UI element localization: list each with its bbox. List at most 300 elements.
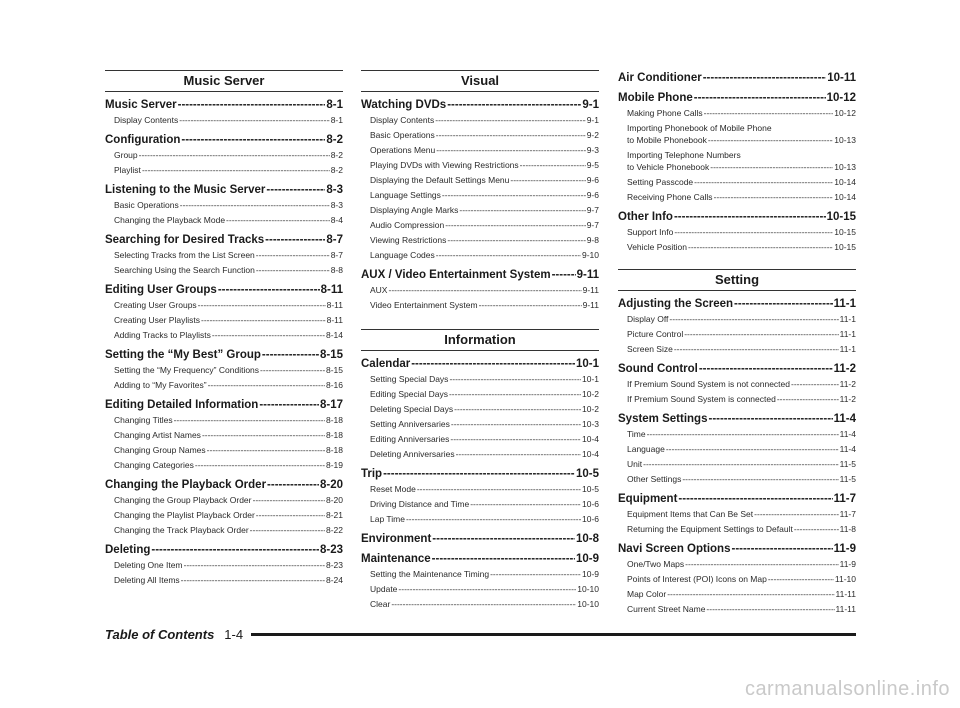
toc-subentry-page: 8-18 (325, 445, 343, 455)
toc-entry-page: 11-9 (833, 543, 856, 555)
toc-subentry-page: 10-15 (834, 242, 856, 252)
toc-subentry[interactable] (361, 567, 599, 582)
toc-entry-page: 8-1 (326, 99, 343, 111)
toc-subentry[interactable] (618, 442, 856, 457)
toc-group (361, 97, 599, 313)
toc-subentry-title: Group (114, 150, 138, 160)
toc-subentry[interactable] (361, 113, 599, 128)
dot-leader (667, 587, 834, 602)
toc-entry[interactable] (618, 90, 856, 106)
toc-subentry-title: Other Settings (627, 474, 682, 484)
toc-subentry[interactable] (618, 327, 856, 342)
dot-leader (411, 356, 575, 372)
toc-entry[interactable] (105, 182, 343, 198)
section-heading-information: Information (361, 329, 599, 351)
toc-subentry-title: One/Two Maps (627, 559, 685, 569)
dot-leader (685, 557, 838, 572)
toc-subentry-page: 8-19 (325, 460, 343, 470)
toc-entry-title: Editing User Groups (105, 284, 217, 296)
toc-subentry[interactable] (618, 240, 856, 255)
toc-entry[interactable] (618, 70, 856, 86)
dot-leader (703, 70, 827, 86)
toc-subentry-page: 9-2 (586, 130, 599, 140)
dot-leader (794, 522, 839, 537)
toc-subentry-page: 10-6 (581, 499, 599, 509)
dot-leader (734, 296, 833, 312)
toc-entry-page: 9-1 (582, 99, 599, 111)
toc-entry-title: Adjusting the Screen (618, 298, 734, 310)
toc-subentry-page: 11-11 (835, 604, 856, 614)
dot-leader (435, 113, 585, 128)
toc-entry-title: Trip (361, 468, 383, 480)
toc-subentry-title: Selecting Tracks from the List Screen (114, 250, 255, 260)
toc-entry[interactable] (361, 551, 599, 567)
dot-leader (699, 361, 833, 377)
toc-subentry[interactable] (361, 482, 599, 497)
toc-entry-page: 10-12 (826, 92, 856, 104)
toc-subentry-page: 11-7 (839, 509, 856, 519)
dot-leader (383, 466, 575, 482)
dot-leader (694, 175, 833, 190)
toc-entry-page: 10-5 (575, 468, 599, 480)
toc-entry-page: 8-7 (326, 234, 343, 246)
toc-subentry[interactable] (361, 597, 599, 612)
toc-subentry-page: 11-1 (839, 344, 856, 354)
dot-leader (179, 113, 329, 128)
toc-subentry-page: 11-8 (839, 524, 856, 534)
toc-subentry[interactable] (361, 298, 599, 313)
dot-leader (708, 411, 832, 427)
toc-entry-title: System Settings (618, 413, 708, 425)
dot-leader (643, 457, 838, 472)
toc-subentry-title: Creating User Playlists (114, 315, 200, 325)
toc-subentry-title: Receiving Phone Calls (627, 192, 713, 202)
toc-column-right (618, 70, 856, 617)
dot-leader (391, 597, 576, 612)
toc-subentry[interactable] (618, 522, 856, 537)
toc-entry[interactable] (105, 397, 343, 413)
toc-subentry[interactable] (361, 248, 599, 263)
toc-subentry-title: Current Street Name (627, 604, 706, 614)
toc-entry-page: 11-4 (833, 413, 856, 425)
dot-leader (208, 378, 325, 393)
toc-subentry[interactable] (361, 402, 599, 417)
toc-subentry-title: Viewing Restrictions (370, 235, 447, 245)
toc-entry-title: Other Info (618, 211, 673, 223)
toc-subentry-title-continued: to Vehicle Phonebook (627, 162, 710, 172)
dot-leader (456, 447, 581, 462)
toc-subentry-title: Importing Telephone Numbers (627, 150, 741, 160)
toc-subentry-page: 8-20 (325, 495, 343, 505)
toc-subentry-title: Returning the Equipment Settings to Default (627, 524, 793, 534)
toc-entry[interactable] (105, 97, 343, 113)
dot-leader (218, 282, 320, 298)
toc-entry[interactable] (618, 296, 856, 312)
toc-subentry[interactable] (618, 557, 856, 572)
toc-subentry-title: Playlist (114, 165, 141, 175)
toc-subentry-page: 10-14 (834, 192, 856, 202)
toc-subentry[interactable] (105, 378, 343, 393)
toc-subentry-title: Equipment Items that Can Be Set (627, 509, 754, 519)
dot-leader (451, 417, 581, 432)
toc-entry-title: Setting the “My Best” Group (105, 349, 261, 361)
toc-subentry-title: Playing DVDs with Viewing Restrictions (370, 160, 519, 170)
toc-entry-title: Equipment (618, 493, 678, 505)
toc-subentry[interactable] (618, 572, 856, 587)
dot-leader (202, 428, 325, 443)
toc-subentry-page: 9-7 (586, 205, 599, 215)
toc-subentry[interactable] (618, 312, 856, 327)
dot-leader (708, 134, 833, 146)
toc-subentry[interactable] (618, 190, 856, 205)
toc-subentry[interactable] (361, 188, 599, 203)
toc-entry[interactable] (105, 347, 343, 363)
toc-column-middle (361, 70, 599, 612)
toc-entry[interactable] (618, 541, 856, 557)
toc-entry-page: 8-11 (320, 284, 343, 296)
toc-entry[interactable] (361, 267, 599, 283)
toc-entry-title: Mobile Phone (618, 92, 693, 104)
toc-subentry[interactable] (105, 263, 343, 278)
toc-subentry-title: Changing the Group Playback Order (114, 495, 252, 505)
toc-subentry-title: Language Settings (370, 190, 441, 200)
toc-subentry-title: Setting the “My Frequency” Conditions (114, 365, 260, 375)
dot-leader (406, 512, 581, 527)
toc-entry-title: Deleting (105, 544, 151, 556)
dot-leader (181, 132, 325, 148)
toc-subentry-title: Update (370, 584, 398, 594)
toc-subentry-title: Changing the Playlist Playback Order (114, 510, 255, 520)
toc-subentry[interactable] (361, 432, 599, 447)
toc-subentry[interactable] (618, 377, 856, 392)
toc-entry[interactable] (105, 132, 343, 148)
toc-subentry[interactable] (105, 413, 343, 428)
dot-leader (174, 413, 325, 428)
toc-subentry-page: 10-2 (581, 404, 599, 414)
dot-leader (226, 213, 330, 228)
toc-entry[interactable] (105, 232, 343, 248)
toc-subentry-page: 10-2 (581, 389, 599, 399)
toc-subentry-title: Changing the Track Playback Order (114, 525, 249, 535)
toc-subentry-page: 9-7 (586, 220, 599, 230)
toc-subentry[interactable] (618, 106, 856, 121)
toc-subentry-page: 8-2 (330, 150, 343, 160)
toc-subentry-title: Basic Operations (370, 130, 435, 140)
toc-subentry[interactable] (105, 493, 343, 508)
toc-subentry-title: Time (627, 429, 646, 439)
toc-subentry-page: 8-24 (325, 575, 343, 585)
dot-leader (510, 173, 585, 188)
toc-subentry-page: 8-16 (325, 380, 343, 390)
toc-subentry[interactable] (618, 175, 856, 190)
dot-leader (212, 328, 325, 343)
toc-entry-title: Navi Screen Options (618, 543, 731, 555)
toc-subentry[interactable] (618, 225, 856, 240)
toc-subentry-title: Map Color (627, 589, 667, 599)
toc-subentry[interactable] (618, 342, 856, 357)
toc-subentry[interactable] (361, 143, 599, 158)
toc-entry[interactable] (618, 491, 856, 507)
toc-subentry[interactable] (105, 313, 343, 328)
toc-subentry-title: Changing the Playback Mode (114, 215, 226, 225)
section-heading-music-server: Music Server (105, 70, 343, 92)
toc-subentry[interactable] (105, 198, 343, 213)
toc-subentry[interactable] (105, 328, 343, 343)
toc-entry-page: 10-15 (826, 211, 856, 223)
footer-rule (251, 633, 856, 636)
toc-entry[interactable] (618, 411, 856, 427)
toc-entry-page: 10-11 (827, 72, 856, 84)
toc-subentry-page: 8-18 (325, 430, 343, 440)
toc-subentry-title: Changing Titles (114, 415, 173, 425)
toc-subentry-page: 11-5 (839, 459, 856, 469)
dot-leader (267, 477, 319, 493)
toc-subentry-page: 11-1 (839, 314, 856, 324)
toc-subentry-title: Language Codes (370, 250, 435, 260)
toc-entry-page: 8-20 (319, 479, 343, 491)
toc-entry-page: 11-1 (833, 298, 856, 310)
toc-subentry-title: Operations Menu (370, 145, 436, 155)
dot-leader (436, 128, 586, 143)
toc-subentry-title: Audio Compression (370, 220, 445, 230)
toc-subentry[interactable] (618, 602, 856, 617)
toc-subentry[interactable] (361, 173, 599, 188)
dot-leader (265, 232, 325, 248)
toc-subentry-page: 8-11 (326, 315, 343, 325)
toc-subentry-page: 11-4 (839, 444, 856, 454)
toc-subentry[interactable] (361, 283, 599, 298)
toc-entry[interactable] (361, 356, 599, 372)
toc-entry-title: Watching DVDs (361, 99, 447, 111)
dot-leader (704, 106, 834, 121)
toc-entry-page: 10-9 (575, 553, 599, 565)
toc-subentry[interactable] (618, 427, 856, 442)
dot-leader (447, 97, 581, 113)
toc-subentry-page: 10-3 (581, 419, 599, 429)
toc-subentry-page: 8-8 (330, 265, 343, 275)
toc-subentry[interactable] (105, 558, 343, 573)
toc-subentry[interactable] (361, 387, 599, 402)
toc-subentry-line2 (627, 134, 856, 146)
toc-subentry-title: Clear (370, 599, 391, 609)
toc-subentry-page: 10-6 (581, 514, 599, 524)
toc-subentry-title: Deleting Special Days (370, 404, 454, 414)
section-heading-setting: Setting (618, 269, 856, 291)
toc-subentry[interactable] (361, 218, 599, 233)
toc-subentry-page: 9-6 (586, 175, 599, 185)
toc-subentry-title: Making Phone Calls (627, 108, 703, 118)
toc-subentry-title: Editing Special Days (370, 389, 448, 399)
toc-subentry-page: 10-4 (581, 449, 599, 459)
toc-subentry[interactable] (105, 458, 343, 473)
toc-subentry-page: 11-2 (839, 379, 856, 389)
toc-subentry[interactable] (361, 417, 599, 432)
toc-subentry-title: Support Info (627, 227, 674, 237)
toc-subentry-page: 8-23 (325, 560, 343, 570)
toc-entry-title: Sound Control (618, 363, 698, 375)
toc-subentry-title: Driving Distance and Time (370, 499, 470, 509)
dot-leader (520, 158, 586, 173)
footer-page-number: 1-4 (224, 626, 244, 642)
toc-entry-page: 8-3 (326, 184, 343, 196)
toc-entry[interactable] (105, 282, 343, 298)
toc-subentry-page: 11-2 (839, 394, 856, 404)
toc-entry-title: Air Conditioner (618, 72, 702, 84)
dot-leader (674, 225, 833, 240)
toc-subentry-page: 11-5 (839, 474, 856, 484)
dot-leader (207, 443, 325, 458)
toc-entry[interactable] (618, 209, 856, 225)
dot-leader (479, 298, 582, 313)
toc-subentry[interactable] (105, 298, 343, 313)
toc-subentry[interactable] (105, 363, 343, 378)
dot-leader (178, 97, 326, 113)
toc-subentry-page: 10-5 (581, 484, 599, 494)
toc-subentry-page: 9-5 (586, 160, 599, 170)
toc-group (618, 296, 856, 617)
toc-entry[interactable] (361, 466, 599, 482)
toc-subentry[interactable] (361, 233, 599, 248)
toc-subentry[interactable] (105, 573, 343, 588)
toc-entry-page: 8-17 (319, 399, 343, 411)
toc-subentry-line2 (627, 161, 856, 173)
toc-subentry-title: Display Off (627, 314, 669, 324)
watermark: carmanualsonline.info (744, 678, 950, 700)
dot-leader (694, 90, 826, 106)
toc-subentry[interactable] (105, 443, 343, 458)
toc-entry-title: Listening to the Music Server (105, 184, 266, 196)
toc-subentry[interactable] (361, 447, 599, 462)
toc-subentry-page: 8-15 (325, 365, 343, 375)
toc-subentry-title: Vehicle Position (627, 242, 688, 252)
toc-subentry-page: 11-1 (839, 329, 856, 339)
toc-subentry[interactable] (105, 428, 343, 443)
toc-subentry[interactable] (618, 457, 856, 472)
toc-subentry-title: If Premium Sound System is not connected (627, 379, 790, 389)
toc-subentry[interactable] (105, 113, 343, 128)
dot-leader (195, 458, 325, 473)
dot-leader (260, 363, 325, 378)
toc-subentry-title-continued: to Mobile Phonebook (627, 135, 707, 145)
toc-subentry-page: 10-1 (581, 374, 599, 384)
dot-leader (432, 531, 575, 547)
toc-entry-title: Editing Detailed Information (105, 399, 259, 411)
toc-subentry-title: Video Entertainment System (370, 300, 478, 310)
dot-leader (151, 542, 319, 558)
dot-leader (432, 551, 575, 567)
toc-subentry-page: 9-6 (586, 190, 599, 200)
dot-leader (253, 493, 325, 508)
page-footer (105, 624, 856, 644)
toc-subentry-page: 8-2 (330, 165, 343, 175)
dot-leader (714, 190, 834, 205)
toc-subentry-page: 9-11 (582, 285, 599, 295)
toc-subentry-page: 8-3 (330, 200, 343, 210)
dot-leader (454, 402, 581, 417)
dot-leader (490, 567, 581, 582)
toc-subentry-title: Setting the Maintenance Timing (370, 569, 490, 579)
toc-subentry[interactable] (105, 508, 343, 523)
toc-subentry-page: 9-3 (586, 145, 599, 155)
toc-subentry-page: 10-10 (577, 599, 599, 609)
toc-entry-title: Searching for Desired Tracks (105, 234, 265, 246)
toc-entry-title: Music Server (105, 99, 177, 111)
toc-subentry-title: Searching Using the Search Function (114, 265, 255, 275)
toc-subentry[interactable] (361, 582, 599, 597)
toc-subentry-page: 11-10 (834, 574, 856, 584)
dot-leader (388, 283, 581, 298)
toc-subentry[interactable] (361, 203, 599, 218)
toc-entry-title: Configuration (105, 134, 181, 146)
dot-leader (139, 148, 330, 163)
toc-subentry-page: 8-21 (325, 510, 343, 520)
dot-leader (754, 507, 838, 522)
toc-subentry[interactable] (105, 163, 343, 178)
toc-subentry-page: 10-13 (834, 135, 856, 145)
toc-subentry-page: 8-11 (326, 300, 343, 310)
toc-subentry[interactable] (105, 148, 343, 163)
toc-subentry-title: AUX (370, 285, 388, 295)
dot-leader (674, 342, 839, 357)
toc-subentry-title: Unit (627, 459, 643, 469)
toc-entry[interactable] (105, 477, 343, 493)
toc-subentry-page: 9-11 (582, 300, 599, 310)
dot-leader (436, 248, 581, 263)
toc-entry[interactable] (361, 97, 599, 113)
toc-subentry-page: 9-10 (581, 250, 599, 260)
toc-subentry[interactable] (105, 213, 343, 228)
toc-subentry[interactable] (618, 392, 856, 407)
toc-subentry[interactable] (618, 587, 856, 602)
toc-subentry[interactable] (361, 497, 599, 512)
dot-leader (201, 313, 326, 328)
dot-leader (706, 602, 834, 617)
dot-leader (669, 312, 838, 327)
toc-subentry[interactable] (361, 128, 599, 143)
toc-subentry-title: Displaying the Default Settings Menu (370, 175, 510, 185)
toc-entry[interactable] (105, 542, 343, 558)
toc-subentry[interactable] (618, 121, 856, 148)
toc-subentry-title: Points of Interest (POI) Icons on Map (627, 574, 767, 584)
toc-entry[interactable] (618, 361, 856, 377)
toc-subentry-title: Changing Group Names (114, 445, 206, 455)
dot-leader (198, 298, 326, 313)
dot-leader (436, 143, 586, 158)
toc-subentry-page: 11-9 (839, 559, 856, 569)
toc-subentry[interactable] (618, 472, 856, 487)
dot-leader (449, 372, 581, 387)
dot-leader (256, 248, 330, 263)
dot-leader (259, 397, 319, 413)
toc-subentry[interactable] (105, 248, 343, 263)
toc-subentry-page: 10-14 (834, 177, 856, 187)
toc-subentry-title: Basic Operations (114, 200, 179, 210)
toc-subentry[interactable] (361, 158, 599, 173)
toc-subentry-title: Changing Artist Names (114, 430, 201, 440)
toc-subentry-page: 10-4 (581, 434, 599, 444)
toc-entry-title: AUX / Video Entertainment System (361, 269, 551, 281)
toc-entry[interactable] (361, 531, 599, 547)
footer-title: Table of Contents (105, 626, 215, 642)
toc-subentry[interactable] (618, 507, 856, 522)
toc-subentry[interactable] (361, 512, 599, 527)
toc-subentry[interactable] (618, 148, 856, 175)
dot-leader (250, 523, 325, 538)
toc-subentry[interactable] (105, 523, 343, 538)
dot-leader (142, 163, 330, 178)
toc-entry-title: Environment (361, 533, 432, 545)
toc-subentry[interactable] (361, 372, 599, 387)
